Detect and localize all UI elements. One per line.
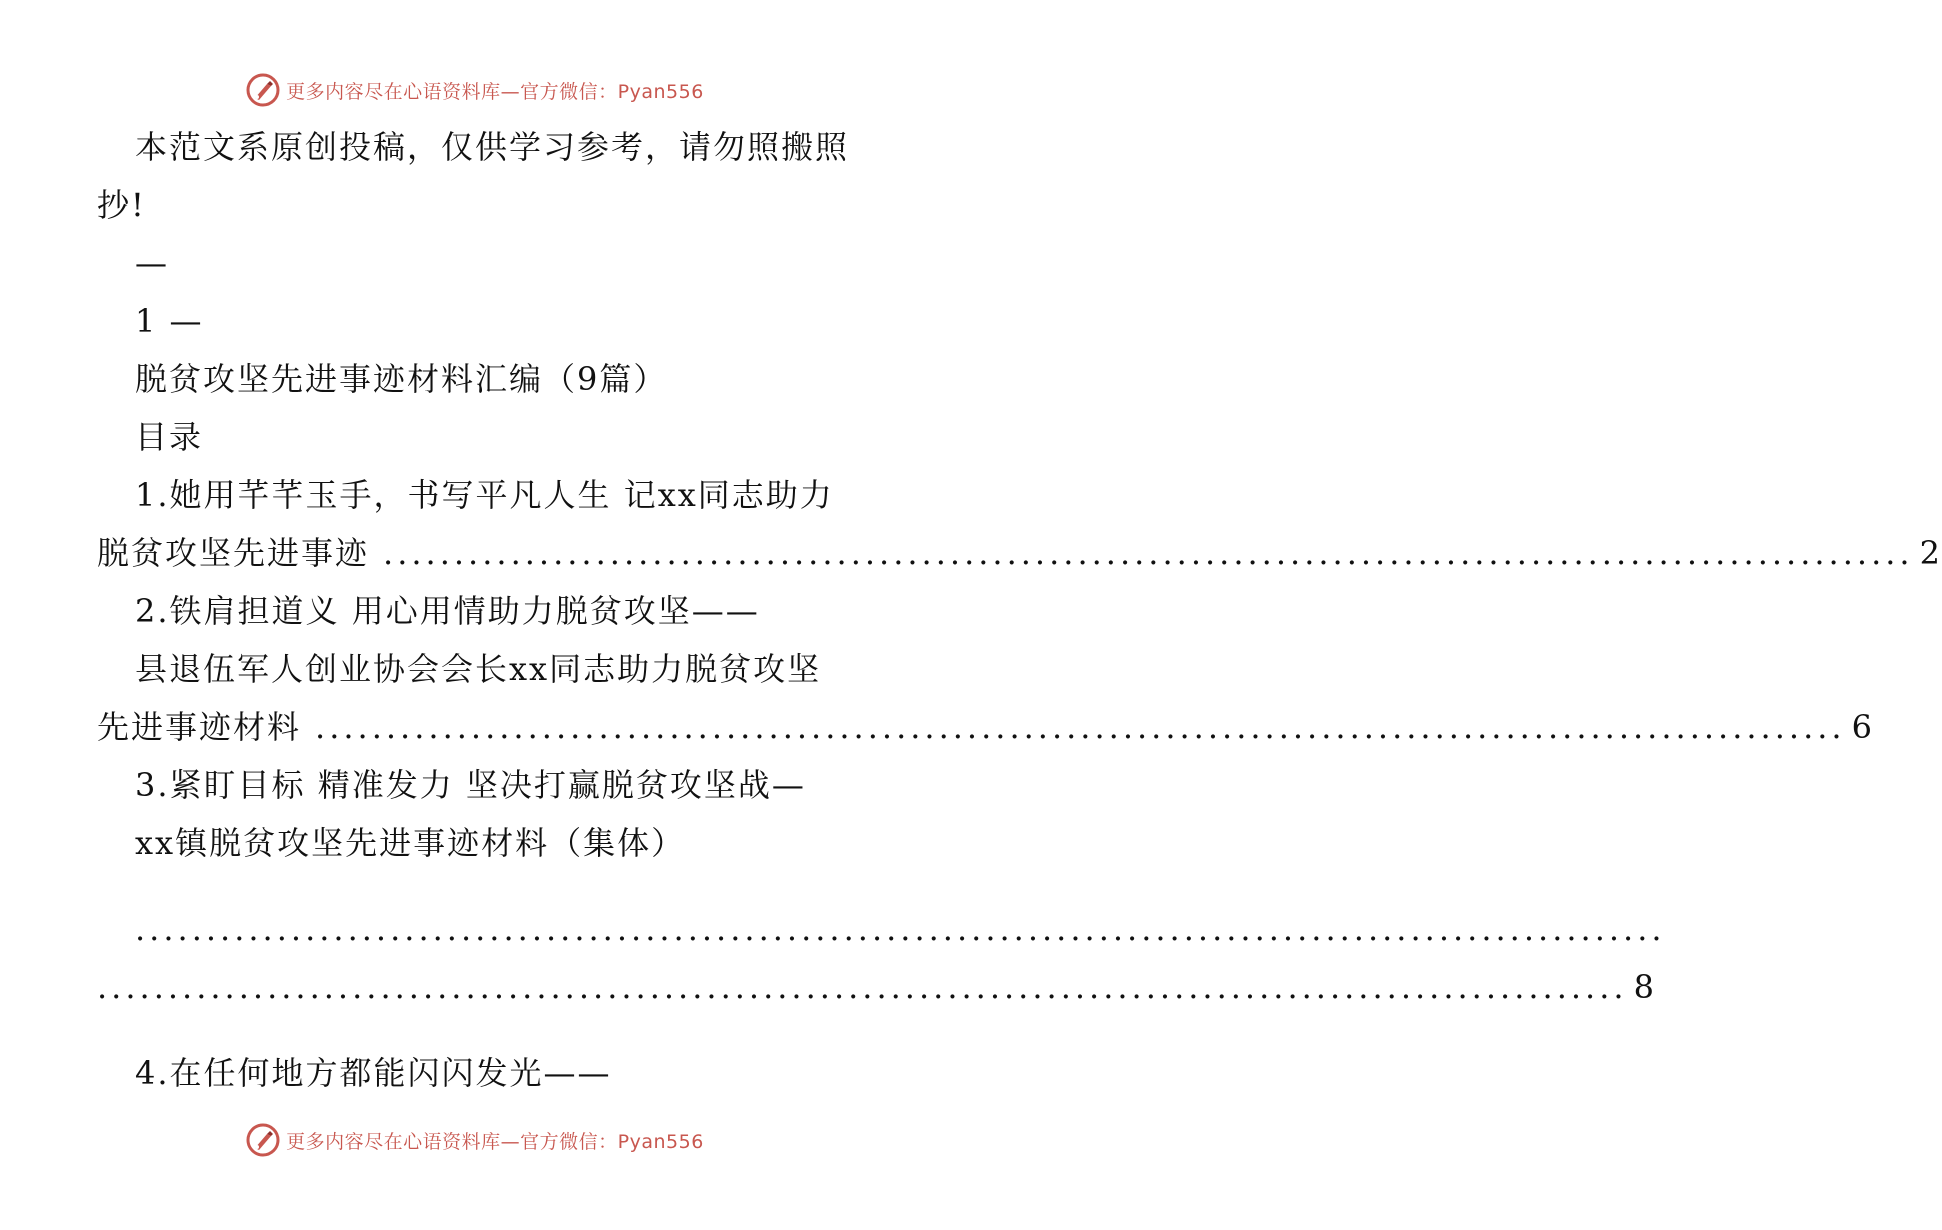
document-title: 脱贫攻坚先进事迹材料汇编（9篇） <box>135 360 668 398</box>
toc-entry-4-line-1: 4.在任何地方都能闪闪发光—— <box>135 1054 612 1092</box>
toc-heading: 目录 <box>135 418 204 456</box>
toc-entry-2-line-2: 县退伍军人创业协会会长xx同志助力脱贫攻坚 <box>135 650 822 688</box>
bottom-watermark-banner <box>0 1120 950 1160</box>
watermark-text: 更多内容尽在心语资料库—官方微信：Pyan556 <box>286 1130 704 1153</box>
top-watermark-banner <box>0 70 950 110</box>
toc-entry-3-page-line[interactable] <box>97 958 1656 1016</box>
dot-leader: ............................................................................................................ <box>97 968 1628 1006</box>
toc-entry-3-leader-line <box>97 900 1666 958</box>
document-body <box>97 118 1942 1102</box>
dot-leader: ............................................................................................................ <box>135 910 1666 948</box>
toc-entry-1-line-2[interactable] <box>97 524 1942 582</box>
page-marker-dash: — <box>135 244 169 282</box>
watermark-text: 更多内容尽在心语资料库—官方微信：Pyan556 <box>286 80 704 103</box>
intro-line-1: 本范文系原创投稿，仅供学习参考，请勿照搬照 <box>135 128 850 166</box>
intro-line-2: 抄! <box>97 186 146 224</box>
toc-entry-2-line-1: 2.铁肩担道义 用心用情助力脱贫攻坚—— <box>135 592 760 630</box>
toc-entry-3-page: 8 <box>1633 968 1656 1006</box>
toc-entry-2-title-end: 先进事迹材料 <box>97 708 302 746</box>
toc-entry-2-page: 6 <box>1851 708 1874 746</box>
toc-entry-2-line-3[interactable] <box>97 698 1874 756</box>
pen-nib-logo-icon <box>246 1123 280 1157</box>
dot-leader: ............................................................................................................ <box>315 708 1846 746</box>
pen-nib-logo-icon <box>246 73 280 107</box>
toc-entry-1-page: 2 <box>1919 534 1942 572</box>
toc-entry-3-line-1: 3.紧盯目标 精准发力 坚决打赢脱贫攻坚战— <box>135 766 806 804</box>
toc-entry-3-line-2: xx镇脱贫攻坚先进事迹材料（集体） <box>135 824 686 862</box>
toc-entry-1-title-end: 脱贫攻坚先进事迹 <box>97 534 370 572</box>
dot-leader: ............................................................................................................ <box>383 534 1914 572</box>
toc-entry-1-line-1: 1.她用芊芊玉手，书写平凡人生 记xx同志助力 <box>135 476 834 514</box>
page-marker-number: 1 — <box>135 302 204 340</box>
